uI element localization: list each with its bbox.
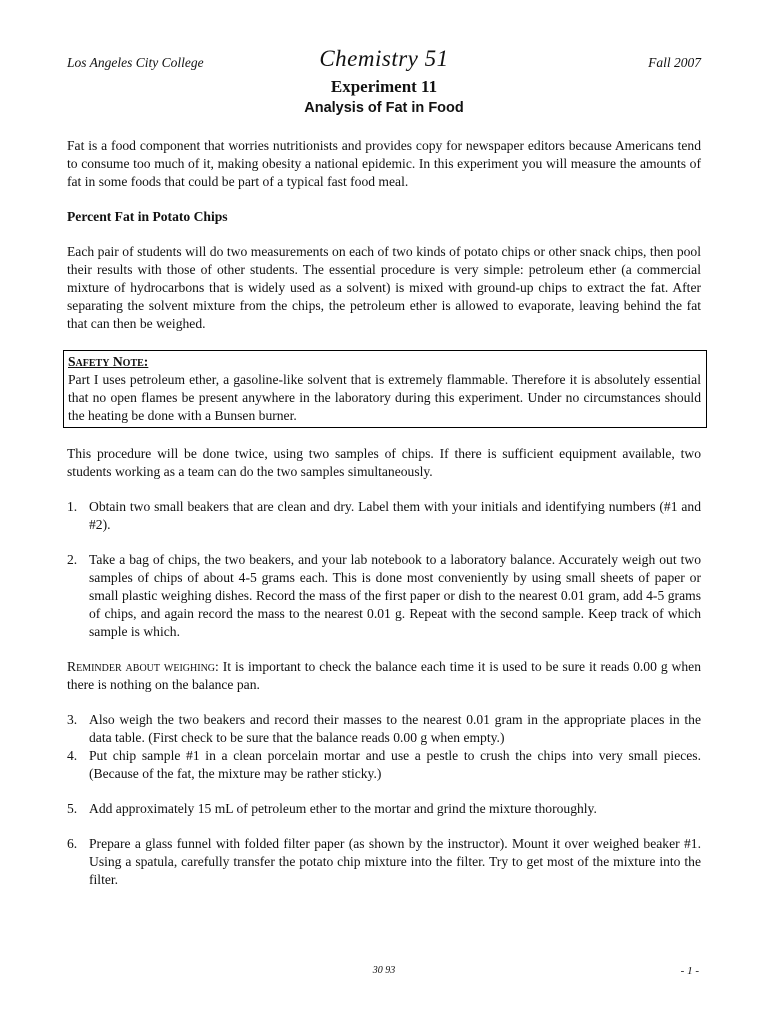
step-text: Prepare a glass funnel with folded filter paper (as shown by the instructor). Mount it over weighed beaker #1. Using a spatula, carefully transfer the potato chip mixture into the filter. Try to get most of the mixture into the filter.	[89, 836, 701, 887]
section-paragraph: Each pair of students will do two measurements on each of two kinds of potato chips or other snack chips, then pool their results with those of other students. The essential procedure is very simple: petroleum ether (a commercial mixture of hydrocarbons that is widely used as a solvent) is mixed with ground-up chips to extract the fat. After separating the solvent mixture from the chips, the petroleum ether is allowed to evaporate, leaving behind the fat that can then be weighed.	[67, 244, 701, 331]
list-item	[67, 835, 701, 889]
step-number: 2.	[67, 552, 78, 567]
header-term: Fall 2007	[648, 55, 701, 70]
step-number: 1.	[67, 499, 78, 514]
step-text: Put chip sample #1 in a clean porcelain mortar and use a pestle to crush the chips into very small pieces. (Because of the fat, the mixture may be rather sticky.)	[89, 748, 701, 781]
section-heading: Percent Fat in Potato Chips	[67, 209, 228, 224]
reminder-paragraph	[67, 658, 701, 694]
step-text: Add approximately 15 mL of petroleum ether to the mortar and grind the mixture thoroughly.	[89, 801, 597, 816]
procedure-intro: This procedure will be done twice, using two samples of chips. If there is sufficient equipment available, two students working as a team can do the two samples simultaneously.	[67, 446, 701, 479]
step-text: Also weigh the two beakers and record their masses to the nearest 0.01 gram in the appropriate places in the data table. (First check to be sure that the balance reads 0.00 g when empty.)	[89, 712, 701, 745]
intro-paragraph: Fat is a food component that worries nutritionists and provides copy for newspaper editors because Americans tend to consume too much of it, making obesity a national epidemic. In this experiment you will measure the amounts of fat in some foods that could be part of a typical fast food meal.	[67, 138, 701, 189]
header-course: Chemistry 51	[319, 46, 449, 71]
reminder-label: Reminder about weighing:	[67, 659, 219, 674]
safety-note-title: Safety Note:	[68, 354, 149, 369]
list-item	[67, 800, 701, 818]
step-number: 4.	[67, 748, 78, 763]
reminder-text: It is important to check the balance each time it is used to be sure it reads 0.00 g when there is nothing on the balance pan.	[67, 659, 701, 692]
list-item	[67, 498, 701, 534]
header-institution: Los Angeles City College	[67, 55, 204, 70]
list-item	[67, 747, 701, 783]
page-number: - 1 -	[680, 965, 699, 977]
document-body	[67, 137, 701, 889]
footer-code: 30 93	[372, 965, 396, 976]
step-number: 3.	[67, 712, 78, 727]
experiment-title: Experiment 11	[330, 77, 438, 96]
step-number: 6.	[67, 836, 78, 851]
experiment-subtitle: Analysis of Fat in Food	[304, 100, 464, 116]
step-text: Obtain two small beakers that are clean and dry. Label them with your initials and identifying numbers (#1 and #2).	[89, 499, 701, 532]
safety-note-text: Part I uses petroleum ether, a gasoline-like solvent that is extremely flammable. Therefore it is absolutely essential that no open flames be present anywhere in the laboratory during this experiment. Under no circumstances should the heating be done with a Bunsen burner.	[68, 372, 701, 423]
safety-note-box	[63, 350, 707, 428]
list-item	[67, 551, 701, 641]
list-item	[67, 711, 701, 747]
step-text: Take a bag of chips, the two beakers, and your lab notebook to a laboratory balance. Accurately weigh out two samples of chips of about 4-5 grams each. This is done most conveniently by using small sheets of paper or small plastic weighing dishes. Record the mass of the first paper or dish to the nearest 0.01 gram, add 4-5 grams of chips, and again record the mass to the nearest 0.01 g. Repeat with the second sample. Keep track of which sample is which.	[89, 552, 701, 639]
step-number: 5.	[67, 801, 78, 816]
